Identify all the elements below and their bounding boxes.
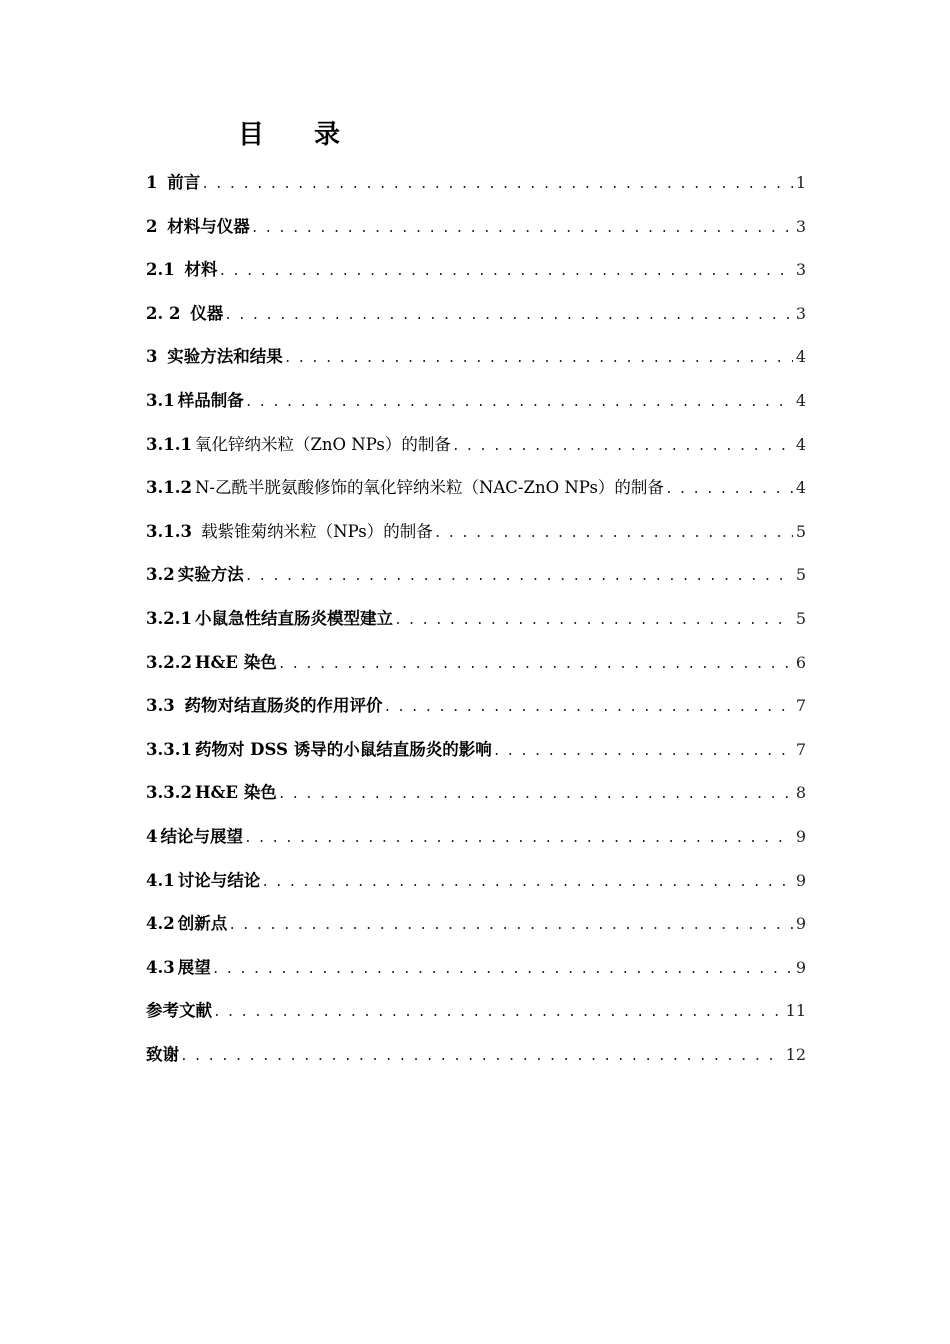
toc-entry-number: 2.1: [146, 260, 175, 280]
toc-entry-text: H&E 染色: [194, 783, 277, 803]
toc-leader-dots: [251, 214, 793, 244]
toc-entry-label: [146, 430, 451, 460]
toc-entry-number: 4: [146, 826, 158, 846]
toc-leader-dots: [180, 1042, 783, 1072]
toc-entry-text: 前言: [161, 173, 201, 192]
toc-entry-text: 致谢: [146, 1044, 179, 1064]
table-of-contents: [146, 168, 806, 1083]
toc-entry-number: 2. 2: [146, 303, 181, 323]
toc-entry-page-number: 7: [795, 696, 806, 716]
toc-entry[interactable]: [146, 822, 806, 866]
toc-entry-text: 药物对 DSS 诱导的小鼠结直肠炎的影响: [194, 739, 492, 759]
toc-entry[interactable]: [146, 866, 806, 910]
toc-entry-page-number: 4: [795, 478, 806, 498]
toc-entry-page-number: 5: [795, 565, 806, 585]
toc-entry-label: [146, 648, 277, 678]
toc-entry-text: N-乙酰半胱氨酸修饰的氧化锌纳米粒（NAC-ZnO NPs）的制备: [194, 478, 664, 498]
toc-entry[interactable]: [146, 299, 806, 343]
toc-entry[interactable]: [146, 1040, 806, 1084]
toc-entry-page-number: 5: [795, 608, 806, 628]
toc-entry[interactable]: [146, 996, 806, 1040]
toc-leader-dots: [278, 650, 793, 680]
toc-entry-number: 4.1: [146, 870, 175, 890]
toc-entry-label: [146, 473, 664, 503]
toc-entry[interactable]: [146, 386, 806, 430]
toc-leader-dots: [383, 693, 792, 723]
toc-entry-label: [146, 342, 283, 372]
toc-entry[interactable]: [146, 430, 806, 474]
toc-entry[interactable]: [146, 255, 806, 299]
toc-entry-text: 讨论与结论: [177, 870, 261, 890]
toc-entry-number: 3.1.1: [146, 434, 192, 454]
toc-entry-text: 仪器: [184, 303, 224, 323]
toc-entry-number: 3.2.1: [146, 608, 192, 628]
toc-entry-text: H&E 染色: [194, 652, 277, 672]
toc-entry-number: 3.1: [146, 390, 175, 410]
toc-entry[interactable]: [146, 778, 806, 822]
toc-entry-number: 3.3.2: [146, 783, 192, 803]
toc-entry-number: 3.3: [146, 696, 175, 716]
toc-leader-dots: [261, 868, 793, 898]
toc-entry-number: 3.3.1: [146, 739, 192, 759]
toc-entry-label: [146, 560, 244, 590]
toc-entry-text: 实验方法和结果: [161, 347, 283, 367]
toc-entry-number: 4.2: [146, 914, 175, 934]
title-char-1: 目: [238, 120, 265, 150]
toc-entry-page-number: 3: [795, 260, 806, 280]
toc-entry-text: 氧化锌纳米粒（ZnO NPs）的制备: [194, 434, 451, 454]
toc-entry-page-number: 11: [785, 1001, 806, 1021]
toc-entry-page-number: 9: [795, 914, 806, 934]
toc-entry[interactable]: [146, 953, 806, 997]
toc-entry-text: 样品制备: [177, 390, 244, 410]
toc-leader-dots: [201, 170, 793, 200]
toc-entry-page-number: 3: [795, 303, 806, 323]
toc-entry-text: 参考文献: [146, 1001, 212, 1021]
toc-entry-label: [146, 735, 492, 765]
toc-leader-dots: [244, 824, 793, 854]
toc-leader-dots: [228, 911, 793, 941]
toc-entry-label: [146, 778, 277, 808]
toc-entry[interactable]: [146, 517, 806, 561]
toc-entry-label: [146, 168, 200, 198]
toc-leader-dots: [394, 606, 793, 636]
toc-entry[interactable]: [146, 473, 806, 517]
toc-entry-label: [146, 604, 393, 634]
toc-leader-dots: [434, 519, 793, 549]
toc-entry[interactable]: [146, 648, 806, 692]
toc-entry-text: 小鼠急性结直肠炎模型建立: [194, 608, 393, 628]
toc-entry-page-number: 3: [795, 216, 806, 236]
toc-leader-dots: [493, 737, 793, 767]
toc-entry-number: 3.1.3: [146, 521, 192, 541]
toc-leader-dots: [218, 257, 792, 287]
toc-leader-dots: [224, 301, 793, 331]
toc-entry-text: 实验方法: [177, 565, 244, 585]
toc-entry-label: [146, 1040, 179, 1070]
toc-entry[interactable]: [146, 604, 806, 648]
toc-entry-number: 2: [146, 216, 158, 236]
toc-entry-text: 材料: [178, 260, 218, 280]
toc-entry-page-number: 4: [795, 390, 806, 410]
toc-leader-dots: [212, 955, 793, 985]
toc-entry-label: [146, 866, 260, 896]
toc-entry-text: 创新点: [177, 914, 228, 934]
toc-entry[interactable]: [146, 735, 806, 779]
toc-entry-text: 载紫锥菊纳米粒（NPs）的制备: [195, 521, 433, 541]
toc-entry-page-number: 7: [795, 739, 806, 759]
toc-entry-page-number: 6: [795, 652, 806, 672]
toc-entry-label: [146, 909, 227, 939]
toc-entry-page-number: 12: [785, 1044, 806, 1064]
toc-entry-page-number: 8: [795, 783, 806, 803]
toc-entry-label: [146, 299, 223, 329]
toc-entry-page-number: 1: [795, 173, 806, 192]
toc-entry-label: [146, 386, 244, 416]
toc-leader-dots: [213, 998, 783, 1028]
toc-entry-text: 材料与仪器: [161, 216, 250, 236]
toc-entry[interactable]: [146, 168, 806, 212]
toc-entry-page-number: 5: [795, 521, 806, 541]
toc-entry-label: [146, 996, 212, 1026]
toc-entry-number: 3.2: [146, 565, 175, 585]
toc-entry-page-number: 4: [795, 347, 806, 367]
toc-entry-page-number: 9: [795, 870, 806, 890]
toc-entry[interactable]: [146, 909, 806, 953]
toc-entry-number: 3.2.2: [146, 652, 192, 672]
toc-leader-dots: [278, 780, 793, 810]
toc-entry[interactable]: [146, 212, 806, 256]
toc-entry-label: [146, 822, 243, 852]
toc-entry-number: 3: [146, 347, 158, 367]
toc-leader-dots: [665, 475, 793, 505]
page-title: [238, 114, 340, 151]
toc-entry[interactable]: [146, 691, 806, 735]
toc-entry-page-number: 9: [795, 826, 806, 846]
toc-leader-dots: [245, 562, 793, 592]
toc-entry-text: 药物对结直肠炎的作用评价: [178, 696, 383, 716]
toc-entry-label: [146, 212, 250, 242]
toc-entry-number: 4.3: [146, 957, 175, 977]
toc-entry-label: [146, 953, 211, 983]
toc-entry-label: [146, 517, 433, 547]
toc-entry-number: 1: [146, 173, 158, 192]
toc-entry-page-number: 9: [795, 957, 806, 977]
toc-entry-text: 结论与展望: [160, 826, 243, 846]
toc-entry-number: 3.1.2: [146, 478, 192, 498]
toc-entry-label: [146, 691, 382, 721]
toc-leader-dots: [452, 432, 793, 462]
toc-entry-page-number: 4: [795, 434, 806, 454]
toc-entry-label: [146, 255, 217, 285]
toc-entry[interactable]: [146, 342, 806, 386]
toc-leader-dots: [245, 388, 793, 418]
toc-entry[interactable]: [146, 560, 806, 604]
title-char-2: 录: [314, 120, 341, 150]
toc-entry-text: 展望: [177, 957, 211, 977]
toc-leader-dots: [284, 344, 793, 374]
